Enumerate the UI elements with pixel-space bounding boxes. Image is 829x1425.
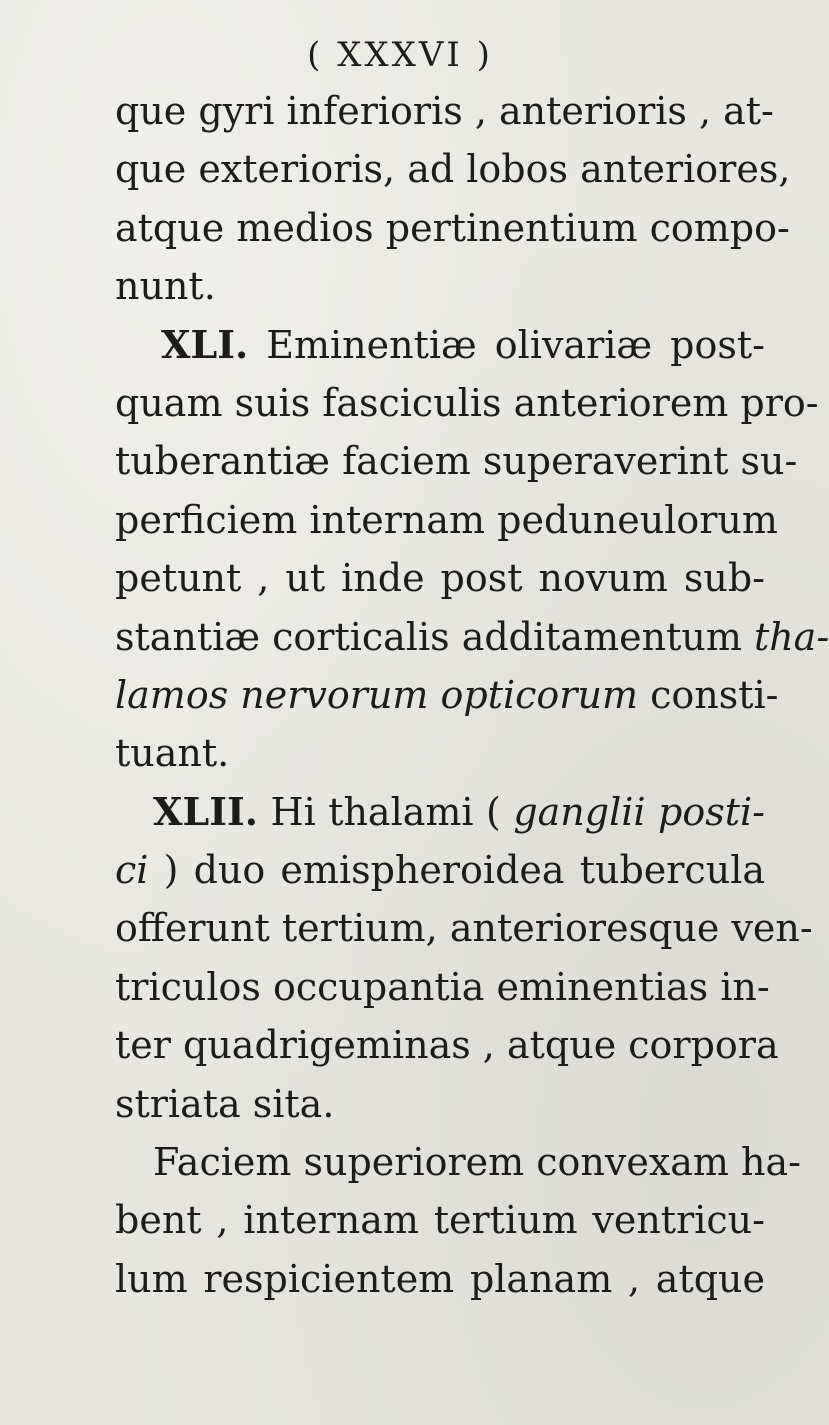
text-line: petunt , ut inde post novum sub- <box>115 556 765 601</box>
text-run: Hi thalami ( <box>257 789 514 834</box>
italic-run: ganglii posti- <box>513 789 765 834</box>
text-run: Eminentiæ olivariæ post- <box>248 322 765 367</box>
text-line: quam suis fasciculis anteriorem pro- <box>115 380 819 425</box>
text-line: ter quadrigeminas , atque corpora <box>115 1023 779 1068</box>
text-line: lum respicientem planam , atque <box>115 1256 765 1301</box>
italic-run: tha- <box>753 614 829 659</box>
section-number: XLI. <box>161 321 249 367</box>
text-line: striata sita. <box>115 1081 335 1126</box>
running-head: ( XXXVI ) <box>307 35 493 75</box>
paragraph-xli-start <box>115 316 765 374</box>
text-line: perficiem internam peduneulorum <box>115 497 778 542</box>
text-line: nunt. <box>115 264 216 309</box>
body-text <box>115 82 829 1308</box>
text-run: consti- <box>637 672 779 717</box>
paragraph-faciem-start: Faciem superiorem convexam ha- <box>153 1140 801 1185</box>
text-line: triculos occupantia eminentias in- <box>115 964 770 1009</box>
text-line: bent , internam tertium ventricu- <box>115 1198 765 1243</box>
text-line: que exterioris, ad lobos anteriores, <box>115 147 791 192</box>
paragraph-xlii-start <box>115 783 765 841</box>
italic-run: lamos nervorum opticorum <box>115 672 638 717</box>
text-run: ) duo emispheroidea tubercula <box>148 848 765 893</box>
text-line-mixed <box>115 841 765 899</box>
text-line-mixed <box>115 608 829 666</box>
text-run: stantiæ corticalis additamentum <box>115 614 754 659</box>
section-number: XLII. <box>153 788 258 834</box>
text-line-mixed <box>115 666 779 724</box>
text-line: tuant. <box>115 731 230 776</box>
text-line: tuberantiæ faciem superaverint su- <box>115 439 798 484</box>
italic-run: ci <box>115 848 149 893</box>
text-line: offerunt tertium, anterioresque ven- <box>115 906 813 951</box>
text-line: que gyri inferioris , anterioris , at- <box>115 89 774 133</box>
text-line: atque medios pertinentium compo- <box>115 205 790 250</box>
